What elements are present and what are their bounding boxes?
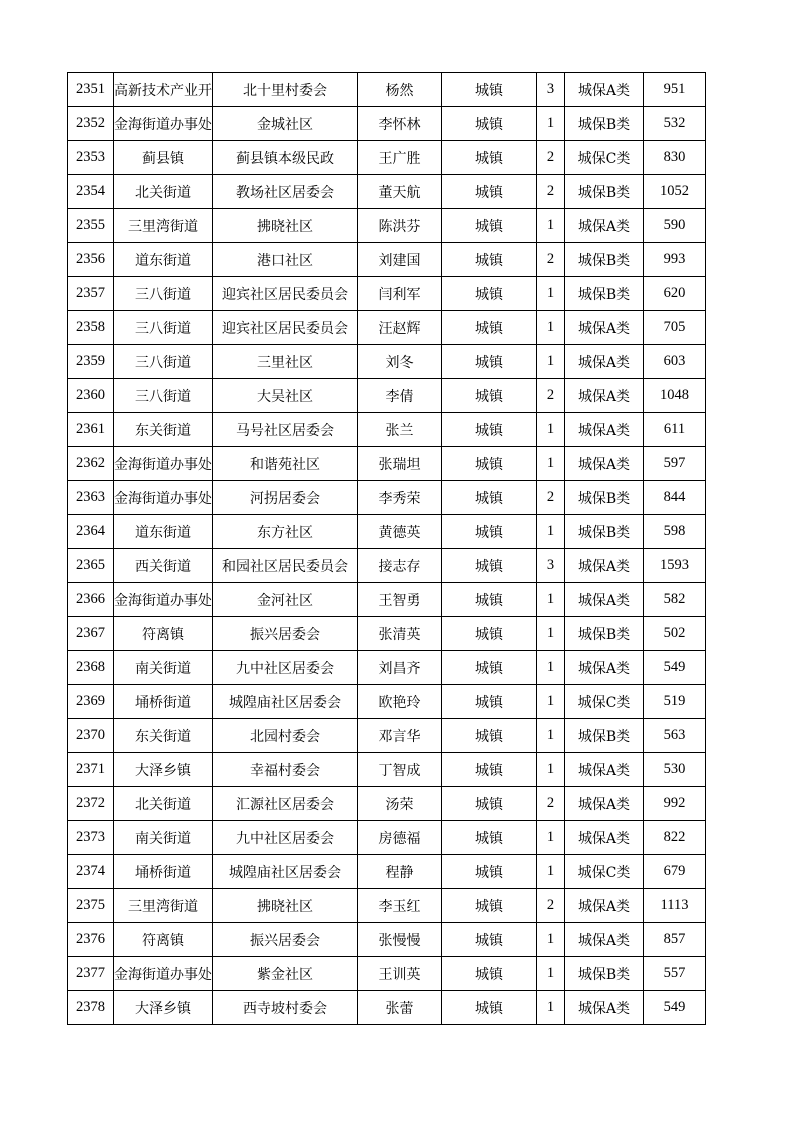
table-row <box>68 583 706 617</box>
cell-amount: 590 <box>644 209 706 243</box>
cell-serial-number: 2364 <box>68 515 114 549</box>
cell-household-count: 2 <box>537 787 565 821</box>
cell-insurance-category: 城保A类 <box>565 753 644 787</box>
cell-household-count: 1 <box>537 209 565 243</box>
cell-serial-number: 2370 <box>68 719 114 753</box>
cell-insurance-category: 城保A类 <box>565 209 644 243</box>
cell-serial-number: 2362 <box>68 447 114 481</box>
cell-street-office: 埇桥街道 <box>114 855 213 889</box>
cell-serial-number: 2374 <box>68 855 114 889</box>
cell-serial-number: 2368 <box>68 651 114 685</box>
cell-street-office: 高新技术产业开 <box>114 73 213 107</box>
cell-amount: 1113 <box>644 889 706 923</box>
cell-person-name: 刘冬 <box>358 345 442 379</box>
table-row <box>68 515 706 549</box>
cell-insurance-category: 城保C类 <box>565 141 644 175</box>
cell-person-name: 王广胜 <box>358 141 442 175</box>
cell-serial-number: 2376 <box>68 923 114 957</box>
cell-amount: 857 <box>644 923 706 957</box>
cell-amount: 563 <box>644 719 706 753</box>
cell-community: 振兴居委会 <box>213 617 358 651</box>
cell-area-type: 城镇 <box>442 719 537 753</box>
cell-community: 西寺坡村委会 <box>213 991 358 1025</box>
cell-insurance-category: 城保A类 <box>565 345 644 379</box>
cell-serial-number: 2356 <box>68 243 114 277</box>
cell-street-office: 符离镇 <box>114 617 213 651</box>
cell-street-office: 三八街道 <box>114 277 213 311</box>
cell-street-office: 南关街道 <box>114 821 213 855</box>
cell-community: 三里社区 <box>213 345 358 379</box>
cell-insurance-category: 城保C类 <box>565 855 644 889</box>
cell-area-type: 城镇 <box>442 617 537 651</box>
table-row <box>68 175 706 209</box>
cell-person-name: 李怀林 <box>358 107 442 141</box>
cell-community: 蓟县镇本级民政 <box>213 141 358 175</box>
cell-insurance-category: 城保A类 <box>565 447 644 481</box>
cell-household-count: 2 <box>537 175 565 209</box>
table-row <box>68 923 706 957</box>
cell-amount: 844 <box>644 481 706 515</box>
cell-amount: 951 <box>644 73 706 107</box>
cell-household-count: 1 <box>537 107 565 141</box>
cell-person-name: 张慢慢 <box>358 923 442 957</box>
cell-person-name: 房德福 <box>358 821 442 855</box>
cell-street-office: 金海街道办事处 <box>114 957 213 991</box>
cell-serial-number: 2358 <box>68 311 114 345</box>
cell-household-count: 1 <box>537 923 565 957</box>
cell-area-type: 城镇 <box>442 821 537 855</box>
cell-community: 拂晓社区 <box>213 209 358 243</box>
cell-serial-number: 2360 <box>68 379 114 413</box>
cell-person-name: 李秀荣 <box>358 481 442 515</box>
cell-community: 河拐居委会 <box>213 481 358 515</box>
cell-household-count: 2 <box>537 243 565 277</box>
cell-area-type: 城镇 <box>442 243 537 277</box>
cell-serial-number: 2359 <box>68 345 114 379</box>
cell-person-name: 李玉红 <box>358 889 442 923</box>
cell-serial-number: 2354 <box>68 175 114 209</box>
cell-person-name: 张瑞坦 <box>358 447 442 481</box>
table-row <box>68 243 706 277</box>
cell-serial-number: 2365 <box>68 549 114 583</box>
cell-community: 马号社区居委会 <box>213 413 358 447</box>
cell-community: 九中社区居委会 <box>213 821 358 855</box>
table-row <box>68 957 706 991</box>
cell-person-name: 张蕾 <box>358 991 442 1025</box>
cell-serial-number: 2372 <box>68 787 114 821</box>
cell-household-count: 2 <box>537 889 565 923</box>
cell-serial-number: 2357 <box>68 277 114 311</box>
cell-area-type: 城镇 <box>442 991 537 1025</box>
cell-street-office: 三里湾街道 <box>114 889 213 923</box>
cell-person-name: 邓言华 <box>358 719 442 753</box>
cell-insurance-category: 城保B类 <box>565 175 644 209</box>
cell-person-name: 闫利军 <box>358 277 442 311</box>
cell-amount: 532 <box>644 107 706 141</box>
cell-area-type: 城镇 <box>442 73 537 107</box>
cell-street-office: 符离镇 <box>114 923 213 957</box>
cell-serial-number: 2355 <box>68 209 114 243</box>
cell-insurance-category: 城保A类 <box>565 379 644 413</box>
cell-household-count: 3 <box>537 73 565 107</box>
cell-street-office: 金海街道办事处 <box>114 583 213 617</box>
table-row <box>68 787 706 821</box>
cell-household-count: 1 <box>537 719 565 753</box>
cell-area-type: 城镇 <box>442 209 537 243</box>
cell-person-name: 程静 <box>358 855 442 889</box>
cell-serial-number: 2369 <box>68 685 114 719</box>
cell-community: 拂晓社区 <box>213 889 358 923</box>
cell-insurance-category: 城保B类 <box>565 957 644 991</box>
table-row <box>68 855 706 889</box>
cell-household-count: 1 <box>537 685 565 719</box>
cell-amount: 705 <box>644 311 706 345</box>
cell-community: 城隍庙社区居委会 <box>213 685 358 719</box>
cell-area-type: 城镇 <box>442 345 537 379</box>
table-row <box>68 685 706 719</box>
cell-insurance-category: 城保A类 <box>565 991 644 1025</box>
cell-amount: 519 <box>644 685 706 719</box>
cell-street-office: 东关街道 <box>114 413 213 447</box>
cell-person-name: 杨然 <box>358 73 442 107</box>
cell-area-type: 城镇 <box>442 277 537 311</box>
cell-community: 紫金社区 <box>213 957 358 991</box>
cell-insurance-category: 城保A类 <box>565 311 644 345</box>
cell-area-type: 城镇 <box>442 855 537 889</box>
cell-serial-number: 2366 <box>68 583 114 617</box>
cell-household-count: 1 <box>537 413 565 447</box>
cell-area-type: 城镇 <box>442 447 537 481</box>
cell-area-type: 城镇 <box>442 175 537 209</box>
cell-amount: 603 <box>644 345 706 379</box>
cell-household-count: 1 <box>537 617 565 651</box>
cell-amount: 611 <box>644 413 706 447</box>
cell-household-count: 1 <box>537 311 565 345</box>
table-row <box>68 481 706 515</box>
table-row <box>68 107 706 141</box>
cell-area-type: 城镇 <box>442 685 537 719</box>
cell-insurance-category: 城保B类 <box>565 243 644 277</box>
cell-serial-number: 2363 <box>68 481 114 515</box>
cell-area-type: 城镇 <box>442 957 537 991</box>
cell-household-count: 1 <box>537 855 565 889</box>
table-row <box>68 617 706 651</box>
cell-serial-number: 2378 <box>68 991 114 1025</box>
cell-household-count: 1 <box>537 651 565 685</box>
cell-insurance-category: 城保B类 <box>565 481 644 515</box>
cell-area-type: 城镇 <box>442 549 537 583</box>
table-row <box>68 277 706 311</box>
cell-insurance-category: 城保B类 <box>565 107 644 141</box>
cell-community: 教场社区居委会 <box>213 175 358 209</box>
cell-household-count: 1 <box>537 515 565 549</box>
cell-area-type: 城镇 <box>442 481 537 515</box>
cell-street-office: 三八街道 <box>114 345 213 379</box>
cell-serial-number: 2367 <box>68 617 114 651</box>
cell-community: 幸福村委会 <box>213 753 358 787</box>
cell-street-office: 三八街道 <box>114 311 213 345</box>
cell-person-name: 丁智成 <box>358 753 442 787</box>
cell-insurance-category: 城保B类 <box>565 277 644 311</box>
cell-street-office: 金海街道办事处 <box>114 481 213 515</box>
cell-amount: 830 <box>644 141 706 175</box>
table-row <box>68 753 706 787</box>
cell-person-name: 汤荣 <box>358 787 442 821</box>
table-row <box>68 991 706 1025</box>
cell-insurance-category: 城保A类 <box>565 413 644 447</box>
cell-household-count: 2 <box>537 379 565 413</box>
table-row <box>68 651 706 685</box>
cell-household-count: 2 <box>537 481 565 515</box>
cell-amount: 557 <box>644 957 706 991</box>
cell-insurance-category: 城保C类 <box>565 685 644 719</box>
cell-insurance-category: 城保A类 <box>565 583 644 617</box>
cell-amount: 502 <box>644 617 706 651</box>
cell-area-type: 城镇 <box>442 583 537 617</box>
table-row <box>68 549 706 583</box>
cell-area-type: 城镇 <box>442 311 537 345</box>
cell-household-count: 2 <box>537 141 565 175</box>
cell-amount: 582 <box>644 583 706 617</box>
table-row <box>68 379 706 413</box>
cell-insurance-category: 城保A类 <box>565 787 644 821</box>
cell-insurance-category: 城保A类 <box>565 651 644 685</box>
cell-community: 振兴居委会 <box>213 923 358 957</box>
table-row <box>68 447 706 481</box>
table-row <box>68 209 706 243</box>
cell-street-office: 道东街道 <box>114 515 213 549</box>
cell-person-name: 王智勇 <box>358 583 442 617</box>
cell-community: 港口社区 <box>213 243 358 277</box>
cell-community: 汇源社区居委会 <box>213 787 358 821</box>
cell-person-name: 欧艳玲 <box>358 685 442 719</box>
cell-insurance-category: 城保A类 <box>565 73 644 107</box>
cell-area-type: 城镇 <box>442 141 537 175</box>
cell-household-count: 1 <box>537 447 565 481</box>
cell-area-type: 城镇 <box>442 753 537 787</box>
cell-street-office: 北关街道 <box>114 175 213 209</box>
cell-amount: 620 <box>644 277 706 311</box>
cell-amount: 1052 <box>644 175 706 209</box>
table-row <box>68 821 706 855</box>
cell-person-name: 汪赵辉 <box>358 311 442 345</box>
cell-street-office: 西关街道 <box>114 549 213 583</box>
cell-street-office: 北关街道 <box>114 787 213 821</box>
cell-area-type: 城镇 <box>442 651 537 685</box>
cell-community: 和谐苑社区 <box>213 447 358 481</box>
cell-community: 北园村委会 <box>213 719 358 753</box>
cell-serial-number: 2373 <box>68 821 114 855</box>
cell-insurance-category: 城保B类 <box>565 719 644 753</box>
cell-amount: 1048 <box>644 379 706 413</box>
cell-insurance-category: 城保A类 <box>565 549 644 583</box>
cell-community: 大吴社区 <box>213 379 358 413</box>
cell-street-office: 东关街道 <box>114 719 213 753</box>
cell-street-office: 金海街道办事处 <box>114 107 213 141</box>
cell-insurance-category: 城保A类 <box>565 821 644 855</box>
cell-street-office: 蓟县镇 <box>114 141 213 175</box>
cell-community: 金城社区 <box>213 107 358 141</box>
roster-table <box>67 72 706 1025</box>
cell-amount: 549 <box>644 651 706 685</box>
table-row <box>68 413 706 447</box>
cell-person-name: 张兰 <box>358 413 442 447</box>
cell-area-type: 城镇 <box>442 413 537 447</box>
cell-serial-number: 2377 <box>68 957 114 991</box>
table-row <box>68 345 706 379</box>
cell-amount: 598 <box>644 515 706 549</box>
cell-household-count: 3 <box>537 549 565 583</box>
cell-amount: 822 <box>644 821 706 855</box>
cell-area-type: 城镇 <box>442 889 537 923</box>
cell-person-name: 王训英 <box>358 957 442 991</box>
cell-street-office: 大泽乡镇 <box>114 991 213 1025</box>
cell-amount: 992 <box>644 787 706 821</box>
cell-amount: 549 <box>644 991 706 1025</box>
cell-community: 城隍庙社区居委会 <box>213 855 358 889</box>
cell-serial-number: 2371 <box>68 753 114 787</box>
cell-person-name: 陈洪芬 <box>358 209 442 243</box>
cell-area-type: 城镇 <box>442 923 537 957</box>
cell-amount: 993 <box>644 243 706 277</box>
cell-street-office: 金海街道办事处 <box>114 447 213 481</box>
cell-amount: 1593 <box>644 549 706 583</box>
cell-person-name: 张清英 <box>358 617 442 651</box>
table-row <box>68 73 706 107</box>
table-row <box>68 311 706 345</box>
cell-community: 和园社区居民委员会 <box>213 549 358 583</box>
cell-amount: 530 <box>644 753 706 787</box>
cell-street-office: 三八街道 <box>114 379 213 413</box>
cell-person-name: 李倩 <box>358 379 442 413</box>
cell-serial-number: 2351 <box>68 73 114 107</box>
cell-community: 迎宾社区居民委员会 <box>213 277 358 311</box>
cell-person-name: 刘昌齐 <box>358 651 442 685</box>
cell-serial-number: 2361 <box>68 413 114 447</box>
cell-serial-number: 2352 <box>68 107 114 141</box>
cell-street-office: 南关街道 <box>114 651 213 685</box>
cell-household-count: 1 <box>537 991 565 1025</box>
cell-serial-number: 2353 <box>68 141 114 175</box>
cell-household-count: 1 <box>537 957 565 991</box>
cell-household-count: 1 <box>537 753 565 787</box>
cell-amount: 679 <box>644 855 706 889</box>
cell-street-office: 道东街道 <box>114 243 213 277</box>
cell-area-type: 城镇 <box>442 107 537 141</box>
roster-body <box>68 73 706 1025</box>
cell-household-count: 1 <box>537 821 565 855</box>
cell-community: 北十里村委会 <box>213 73 358 107</box>
cell-area-type: 城镇 <box>442 787 537 821</box>
table-row <box>68 719 706 753</box>
table-row <box>68 141 706 175</box>
cell-person-name: 黄德英 <box>358 515 442 549</box>
cell-community: 金河社区 <box>213 583 358 617</box>
cell-serial-number: 2375 <box>68 889 114 923</box>
cell-community: 九中社区居委会 <box>213 651 358 685</box>
cell-street-office: 埇桥街道 <box>114 685 213 719</box>
cell-person-name: 刘建国 <box>358 243 442 277</box>
cell-street-office: 三里湾街道 <box>114 209 213 243</box>
cell-community: 东方社区 <box>213 515 358 549</box>
cell-household-count: 1 <box>537 277 565 311</box>
cell-insurance-category: 城保A类 <box>565 889 644 923</box>
cell-area-type: 城镇 <box>442 379 537 413</box>
cell-insurance-category: 城保A类 <box>565 923 644 957</box>
table-row <box>68 889 706 923</box>
cell-amount: 597 <box>644 447 706 481</box>
cell-area-type: 城镇 <box>442 515 537 549</box>
cell-community: 迎宾社区居民委员会 <box>213 311 358 345</box>
cell-person-name: 接志存 <box>358 549 442 583</box>
cell-household-count: 1 <box>537 583 565 617</box>
cell-person-name: 董天航 <box>358 175 442 209</box>
cell-insurance-category: 城保B类 <box>565 515 644 549</box>
cell-household-count: 1 <box>537 345 565 379</box>
cell-insurance-category: 城保B类 <box>565 617 644 651</box>
cell-street-office: 大泽乡镇 <box>114 753 213 787</box>
